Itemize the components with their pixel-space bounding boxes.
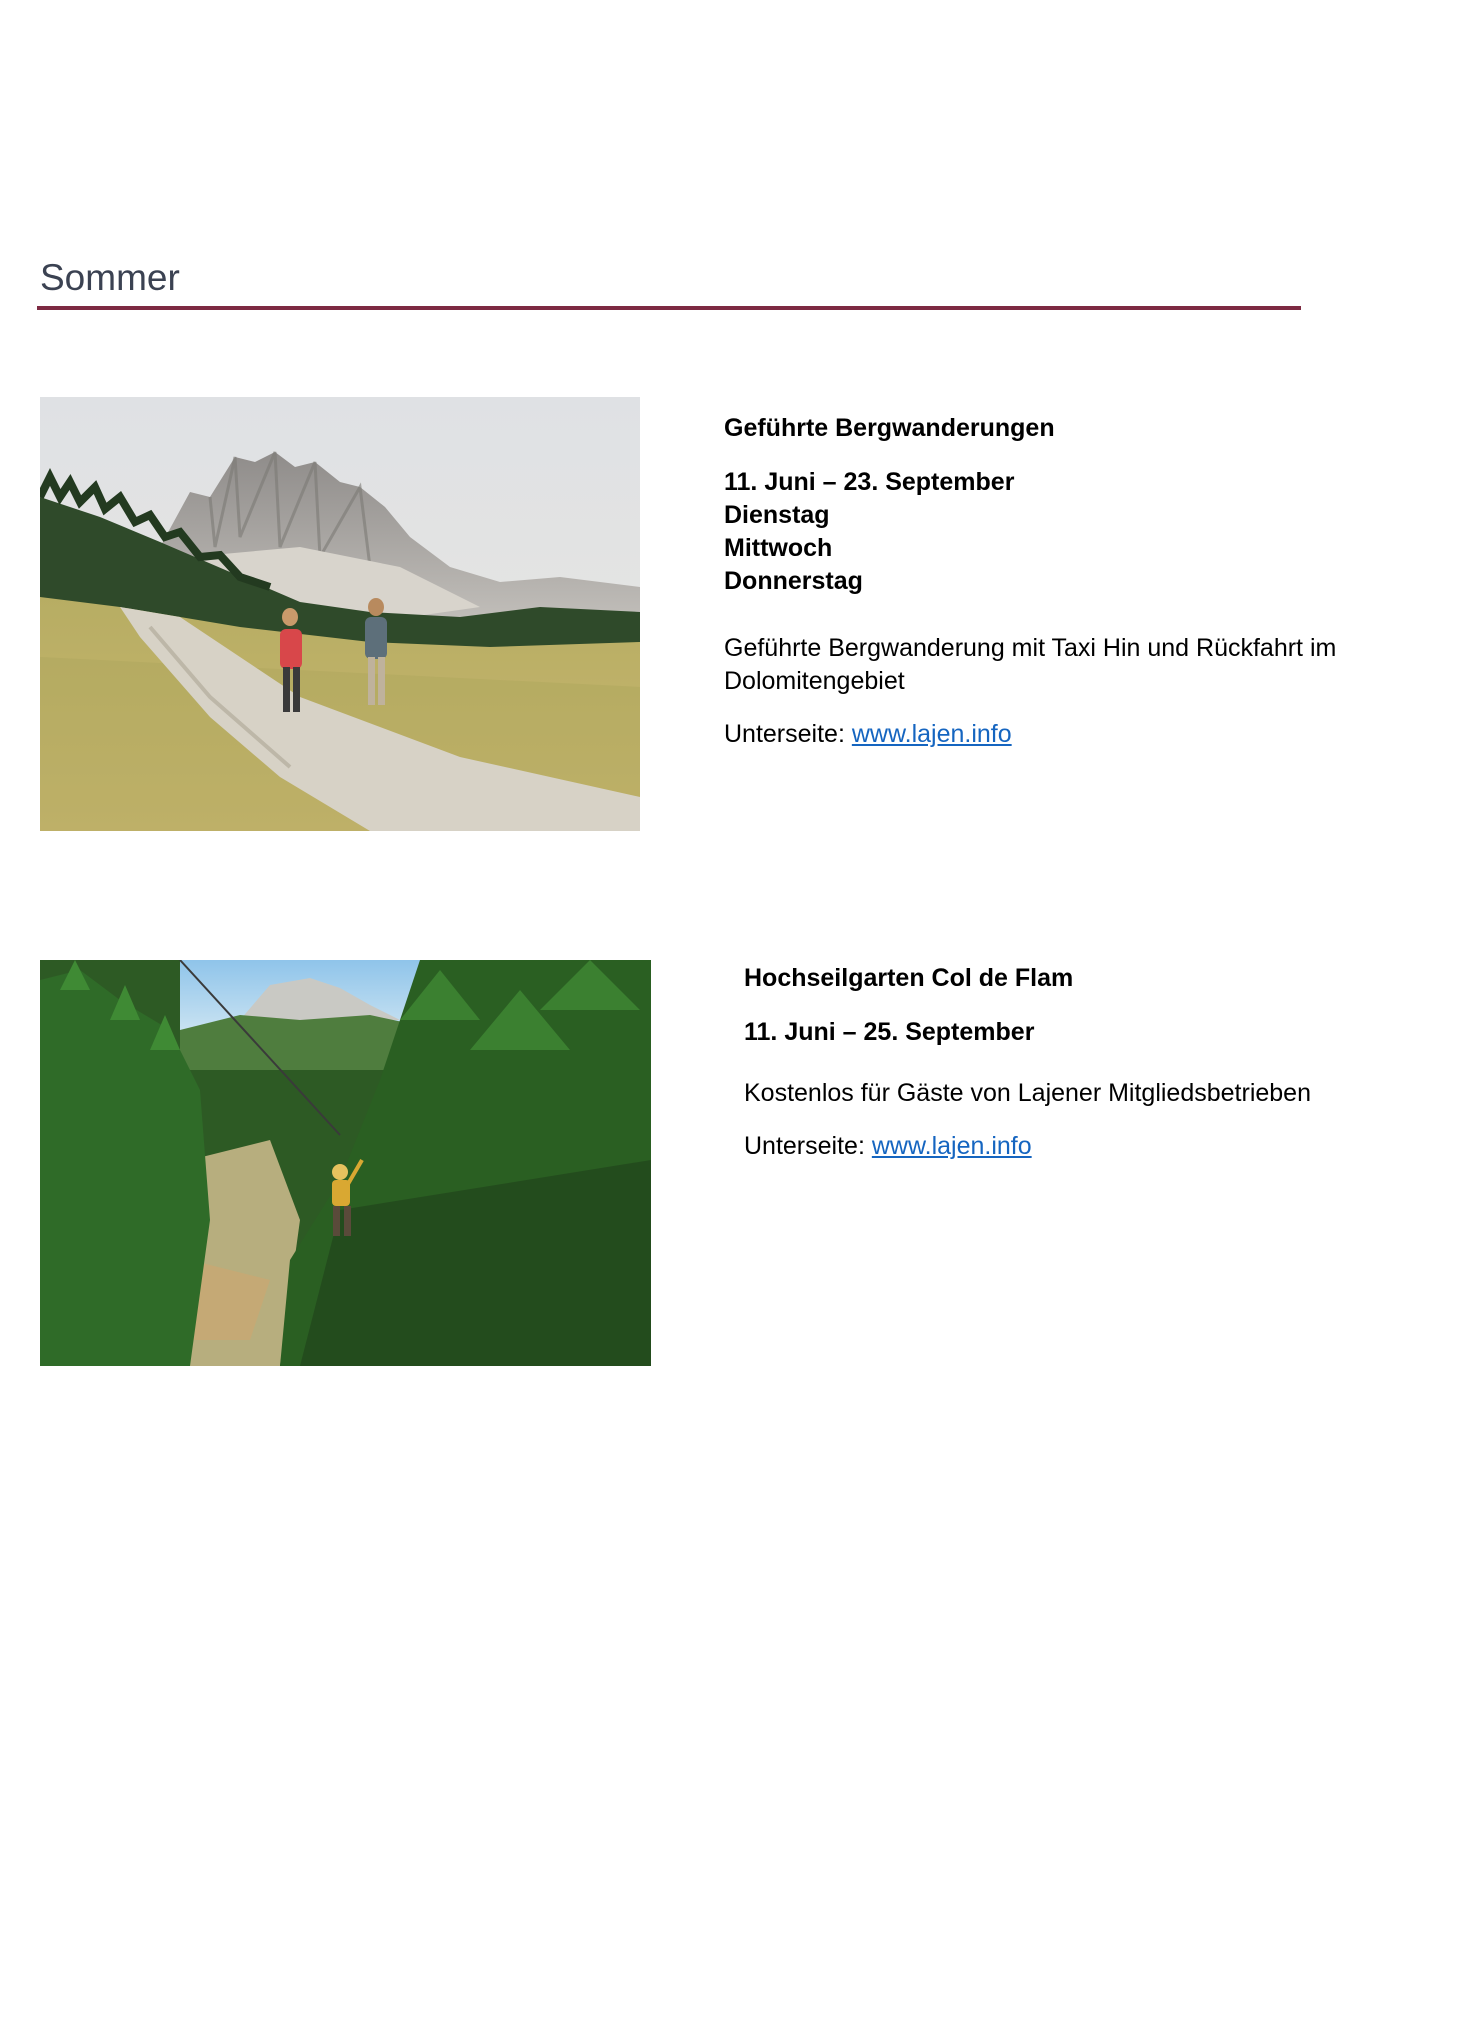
offer-ropes-course — [744, 962, 1444, 1163]
offer-dates: 11. Juni – 25. September — [744, 1018, 1035, 1046]
offer-day: Dienstag — [724, 501, 830, 529]
section-divider — [37, 306, 1301, 310]
hiking-photo — [40, 397, 640, 831]
offer-days — [724, 499, 1424, 598]
offer-day: Donnerstag — [724, 567, 863, 595]
subpage-link[interactable]: www.lajen.info — [851, 720, 1012, 748]
offer-hiking — [724, 412, 1424, 751]
subpage-label: Unterseite: — [724, 720, 845, 748]
offer-subpage — [724, 718, 1424, 751]
offer-title: Hochseilgarten Col de Flam — [744, 964, 1074, 992]
subpage-label: Unterseite: — [744, 1132, 865, 1160]
offer-title: Geführte Bergwanderungen — [724, 414, 1055, 442]
offer-description: Geführte Bergwanderung mit Taxi Hin und Rückfahrt im Dolomitengebiet — [724, 634, 1337, 695]
offer-subpage — [744, 1130, 1444, 1163]
section-title: Sommer — [40, 257, 180, 298]
subpage-link[interactable]: www.lajen.info — [871, 1132, 1032, 1160]
ropes-course-photo — [40, 960, 651, 1366]
offer-day: Mittwoch — [724, 534, 833, 562]
offer-description: Kostenlos für Gäste von Lajener Mitgliedsbetrieben — [744, 1079, 1311, 1107]
offer-dates: 11. Juni – 23. September — [724, 468, 1015, 496]
